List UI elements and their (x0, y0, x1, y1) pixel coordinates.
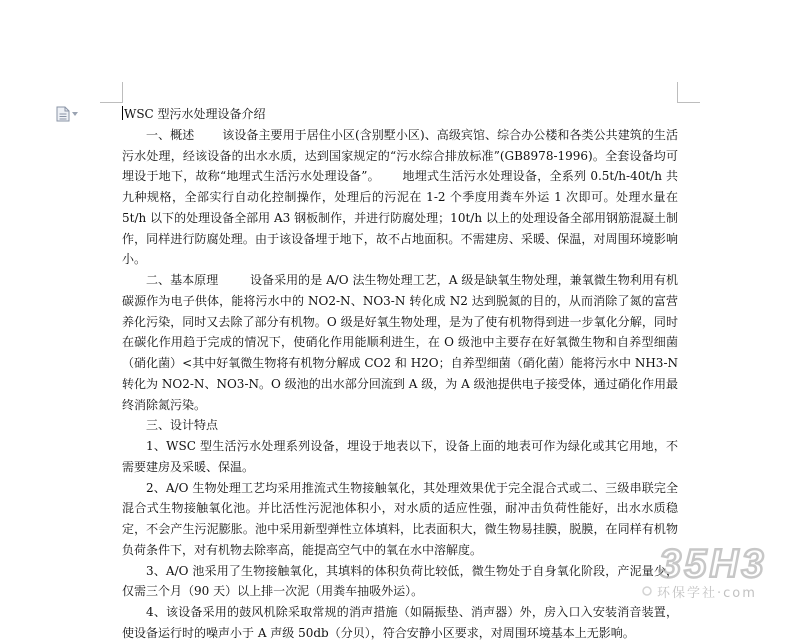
paragraph-feature-1: 1、WSC 型生活污水处理系列设备，埋设于地表以下，设备上面的地表可作为绿化或其它用地，不需要建房及采暖、保温。 (122, 439, 678, 474)
watermark-dot-icon (643, 587, 651, 595)
section-heading-design: 三、设计特点 (146, 418, 219, 433)
text-cursor (122, 106, 123, 120)
paragraph-feature-4: 4、该设备采用的鼓风机除采取常规的消声措施（如隔振垫、消声器）外，房入口入安装消音装置，使设备运行时的噪声小于 A 声级 50db（分贝），符合安静小区要求，对周围环境基本上无影响。 (122, 605, 678, 640)
watermark-site: 环保学社·com (657, 586, 757, 601)
document-title: WSC 型污水处理设备介绍 (124, 107, 266, 121)
site-watermark (617, 539, 797, 601)
paragraph-feature-2: 2、A/O 生物处理工艺均采用推流式生物接触氧化，其处理效果优于完全混合式或二、三级串联完全混合式生物接触氧化池。并比活性污泥池体积小，对水质的适应性强，耐冲击负荷性能好，出水水质稳定，不会产生污泥膨胀。池中采用新型弹性立体填料，比表面积大，微生物易挂膜，脱膜，在同样有机物负荷条件下，对有机物去除率高，能提高空气中的氧在水中溶解度。 (122, 480, 678, 557)
paragraph-handle[interactable] (56, 106, 84, 122)
watermark-logo: 35H3 (659, 542, 767, 586)
paragraph-overview: 一、概述 该设备主要用于居住小区(含别墅小区)、高级宾馆、综合办公楼和各类公共建筑的生活污水处理，经该设备的出水水质，达到国家规定的“污水综合排放标准”(GB8978-1996)。全套设备均可埋设于地下，故称“地埋式生活污水处理设备”。 地埋式生活污水处理设备，全系列 0.5t/h-40t/h 共九种规格，全部实行自动化控制操作，处理后的污泥在 1-2 个季度用粪车外运 1 次即可。处理水量在 5t/h 以下的处理设备全部用 A3 钢板制作，并进行防腐处理；10t/h 以上的处理设备全部用钢筋混凝土制作，同样进行防腐处理。由于该设备埋于地下，故不占地面积。不需建房、采暖、保温，对周围环境影响小。 (122, 127, 678, 267)
document-icon (56, 106, 70, 122)
crop-mark-top-left (100, 82, 123, 103)
caret-down-icon (72, 112, 78, 116)
crop-mark-top-right (677, 82, 700, 103)
paragraph-feature-3: 3、A/O 池采用了生物接触氧化，其填料的体积负荷比较低，微生物处于自身氧化阶段，产泥量少，仅需三个月（90 天）以上排一次泥（用粪车抽吸外运）。 (122, 563, 678, 599)
document-body[interactable] (122, 104, 678, 644)
paragraph-principle: 二、基本原理 设备采用的是 A/O 法生物处理工艺，A 级是缺氧生物处理，兼氧微生物利用有机碳源作为电子供体，能将污水中的 NO2-N、NO3-N 转化成 N2 达到脱氮的目的，从而消除了氮的富营养化污染，同时又去除了部分有机物。O 级是好氧生物处理，是为了使有机物得到进一步氧化分解，同时在碳化作用趋于完成的情况下，使硝化作用能顺利进生，在 O 级池中主要存在好氧微生物和自养型细菌（硝化菌）<其中好氧微生物将有机物分解成 CO2 和 H2O；自养型细菌（硝化菌）能将污水中 NH3-N 转化为 NO2-N、NO3-N。O 级池的出水部分回流到 A 级，为 A 级池提供电子接受体，通过硝化作用最终消除氮污染。 (122, 273, 678, 412)
document-title-line (122, 104, 678, 125)
